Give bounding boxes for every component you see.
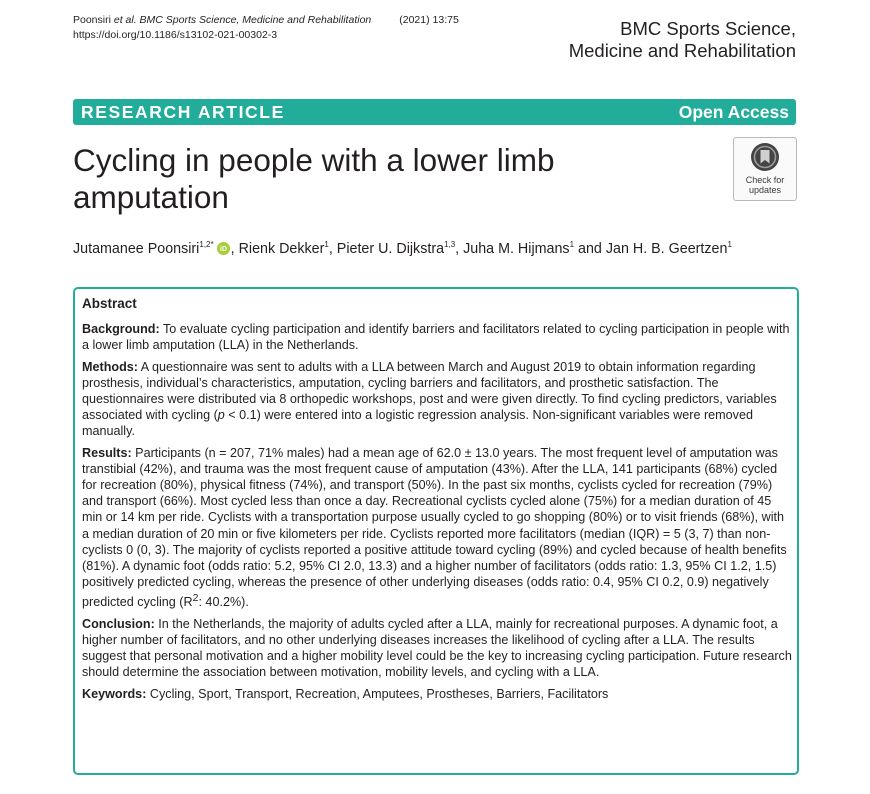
author-name[interactable]: Rienk Dekker xyxy=(238,241,325,257)
author-separator: , xyxy=(230,241,239,257)
article-banner xyxy=(73,99,796,125)
methods-label: Methods: xyxy=(82,359,138,374)
orcid-icon[interactable] xyxy=(217,242,230,255)
author-list xyxy=(73,236,732,258)
journal-name-line1: BMC Sports Science, xyxy=(620,18,796,39)
abstract-heading: Abstract xyxy=(82,296,137,311)
bookmark-ribbon-icon xyxy=(750,142,780,172)
check-for-updates-label xyxy=(734,175,796,195)
author-affiliation: 1 xyxy=(727,240,732,249)
author-name[interactable]: Jan H. B. Geertzen xyxy=(605,241,728,257)
citation-etal: et al. xyxy=(113,14,137,26)
conclusion-label: Conclusion: xyxy=(82,616,155,631)
citation-journal: BMC Sports Science, Medicine and Rehabilitation xyxy=(136,14,372,26)
keywords-text: Cycling, Sport, Transport, Recreation, Amputees, Prostheses, Barriers, Facilitators xyxy=(146,686,609,701)
author-separator: , xyxy=(328,241,337,257)
methods-text: A questionnaire was sent to adults with a LLA between March and August 2019 to obtain information regarding prosthesis, individual’s characteristics, amputation, cycling barriers and facilitators, and prosthetic satisfaction. The questionnaires were distributed via 8 orthopedic workshops, post and were given directly. To find cycling predictors, variables associated with cycling ( xyxy=(82,359,777,423)
citation-year: (2021) 13:75 xyxy=(399,14,459,26)
methods-p-symbol: p xyxy=(217,408,225,423)
abstract-keywords xyxy=(82,686,793,702)
check-for-updates-line1: Check for xyxy=(745,175,785,185)
author-name[interactable]: Pieter U. Dijkstra xyxy=(336,241,445,257)
author-separator: , xyxy=(455,241,464,257)
abstract-box xyxy=(73,287,799,775)
conclusion-text: In the Netherlands, the majority of adults cycled after a LLA, mainly for recreational purposes. A dynamic foot, a higher number of facilitators, and no other underlying diseases increases the likelihood of cycling after a LLA. The results suggest that personal motivation and a higher mobility level could be the key to increasing cycling participation. Future research should determine the association between motivation, mobility levels, and cycling with a LLA. xyxy=(82,616,792,680)
abstract-conclusion xyxy=(82,616,793,681)
journal-name-line2: Medicine and Rehabilitation xyxy=(568,40,796,61)
background-label: Background: xyxy=(82,322,160,337)
open-access-label: Open Access xyxy=(678,102,789,122)
citation-line xyxy=(73,13,459,28)
journal-name xyxy=(569,18,796,62)
author-affiliation: 1,2* xyxy=(199,240,214,249)
article-type-label: RESEARCH ARTICLE xyxy=(81,102,285,122)
author-name[interactable]: Juha M. Hijmans xyxy=(463,241,570,257)
results-label: Results: xyxy=(82,445,132,460)
author-affiliation: 1 xyxy=(569,240,575,249)
results-superscript: 2 xyxy=(192,592,199,605)
background-text: To evaluate cycling participation and identify barriers and facilitators related to cycling participation in people with a lower limb amputation (LLA) in the Netherlands. xyxy=(82,322,790,353)
check-for-updates-line2: updates xyxy=(748,185,782,195)
abstract-results xyxy=(82,445,793,611)
check-for-updates-button[interactable] xyxy=(733,137,797,201)
citation-header xyxy=(73,13,459,43)
author-affiliation: 1 xyxy=(324,240,329,249)
article-title: Cycling in people with a lower limb amputation xyxy=(73,142,555,215)
results-text: Participants (n = 207, 71% males) had a mean age of 62.0 ± 13.0 years. The most frequent level of amputation was transtibial (42%), and trauma was the most frequent cause of amputation (43%). After the LLA, 141 participants (68%) cycled for recreation (80%), physical fitness (74%), and transport (50%). In the past six months, cyclists cycled for recreation (79%) and transport (66%). Most cycled less than once a day. Recreational cyclists cycled alone (75%) for a median duration of 45 min or 14 km per ride. Cyclists with a transportation purpose usually cycled to go shopping (80%) or to visit friends (68%), with a median duration of 20 min or five kilometers per ride. Cyclists reported more facilitators (median (IQR) = 5 (3, 7) than non-cyclists 0 (0, 3). The majority of cyclists reported a positive attitude toward cycling (89%) and cycled because of health benefits (81%). A dynamic foot (odds ratio: 5.2, 95% CI 2.0, 13.3) and a higher number of facilitators (odds ratio: 1.3, 95% CI 1.2, 1.5) positively predicted cycling, whereas the presence of other underlying diseases (odds ratio: 0.4, 95% CI 0.2, 0.9) negatively predicted cycling (R xyxy=(82,445,787,610)
methods-text-cont: < 0.1) were entered into a logistic regression analysis. Non-significant variables were removed manually. xyxy=(82,408,753,439)
keywords-label: Keywords: xyxy=(82,686,147,701)
citation-authors: Poonsiri xyxy=(73,14,114,26)
abstract-methods xyxy=(82,359,793,440)
author-affiliation: 1,3 xyxy=(444,240,456,249)
doi-link[interactable]: https://doi.org/10.1186/s13102-021-00302-3 xyxy=(73,29,278,41)
author-name[interactable]: Jutamanee Poonsiri xyxy=(73,241,200,257)
svg-text:iD: iD xyxy=(219,246,227,254)
results-text-cont: : 40.2%). xyxy=(198,595,249,610)
author-conjunction: and xyxy=(574,241,606,257)
abstract-background xyxy=(82,321,793,353)
